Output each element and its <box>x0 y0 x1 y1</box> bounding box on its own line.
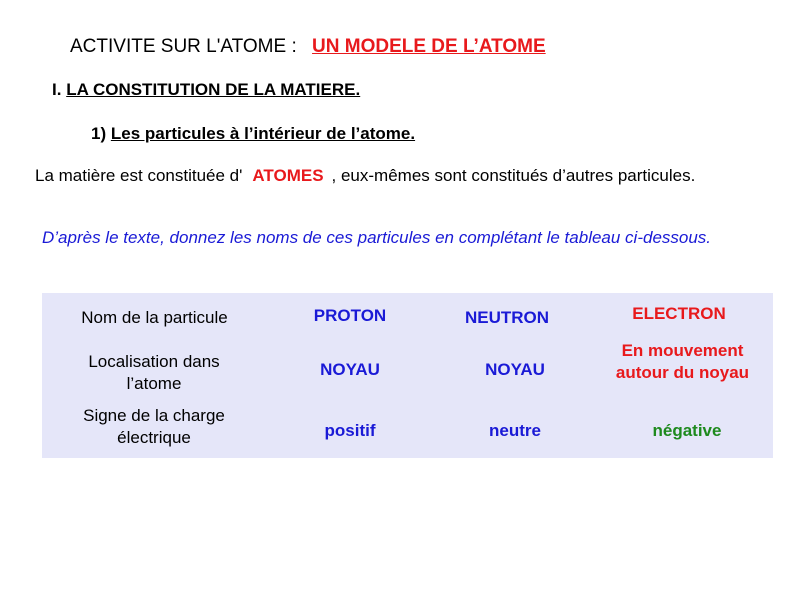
intro-paragraph <box>35 164 755 187</box>
cell-charge-neutron: neutre <box>489 421 541 440</box>
instruction-text: D’après le texte, donnez les noms de ces particules en complétant le tableau ci-dessous. <box>42 228 712 247</box>
cell-charge-proton: positif <box>324 421 376 440</box>
cell-name-neutron: NEUTRON <box>464 308 550 327</box>
cell-name-proton: PROTON <box>313 306 387 325</box>
row-label-charge: Signe de la charge électrique <box>83 406 225 447</box>
title-prefix: ACTIVITE SUR L'ATOME : <box>70 36 297 57</box>
section-title: LA CONSTITUTION DE LA MATIERE. <box>66 80 361 99</box>
paragraph-after: , eux-mêmes sont constitués d’autres particules. <box>331 166 696 185</box>
cell-location-neutron: NOYAU <box>485 360 545 379</box>
cell-location-proton: NOYAU <box>320 360 380 379</box>
paragraph-keyword: ATOMES <box>252 166 324 185</box>
page-title <box>70 36 546 58</box>
section-number: I. <box>52 80 62 99</box>
paragraph-before: La matière est constituée d' <box>35 166 243 185</box>
title-main: UN MODELE DE L’ATOME <box>312 36 546 57</box>
row-label-location: Localisation dans l’atome <box>88 352 220 393</box>
cell-name-electron: ELECTRON <box>632 304 726 323</box>
subsection-number: 1) <box>91 124 107 143</box>
subsection-heading <box>91 124 415 144</box>
subsection-title: Les particules à l’intérieur de l’atome. <box>110 124 416 143</box>
particles-table <box>42 293 773 458</box>
row-label-name: Nom de la particule <box>81 308 228 327</box>
cell-charge-electron: négative <box>652 421 722 440</box>
cell-location-electron: En mouvement autour du noyau <box>615 341 750 382</box>
section-heading-1 <box>52 80 360 100</box>
